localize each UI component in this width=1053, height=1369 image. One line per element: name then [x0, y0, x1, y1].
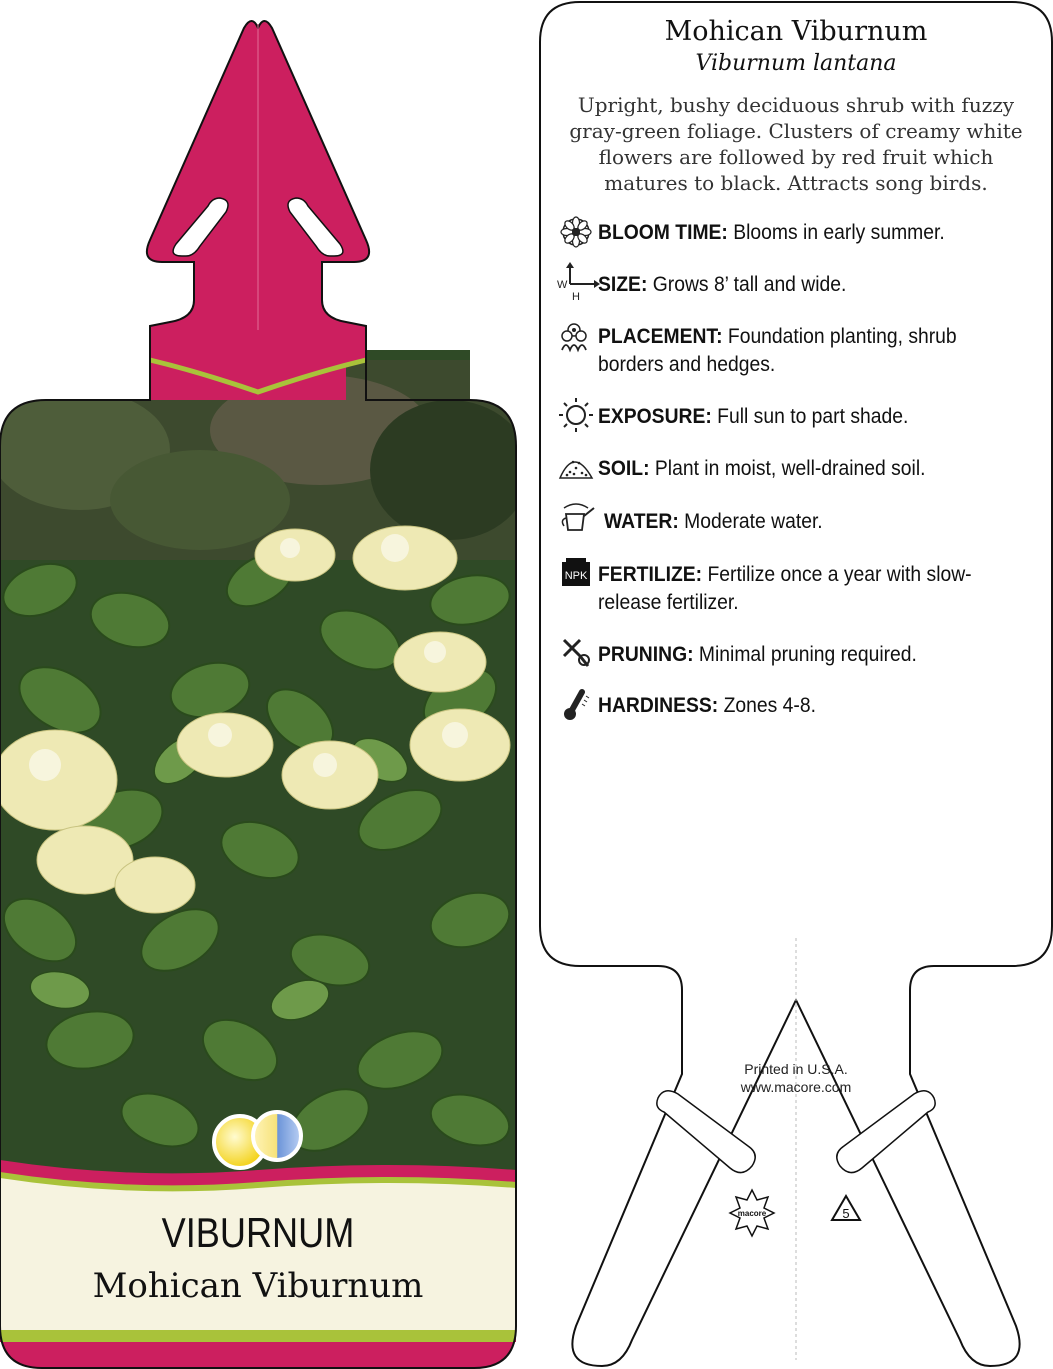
soil-label: SOIL: — [598, 457, 650, 480]
botanical-name: Viburnum lantana — [695, 51, 897, 76]
hardiness-value: Zones 4-8. — [723, 694, 816, 717]
front-common-name: Mohican Viburnum — [92, 1266, 424, 1306]
website-line: www.macore.com — [740, 1079, 852, 1095]
plant-description: Upright, bushy deciduous shrub with fuzzy gray-green foliage. Clusters of creamy white flowers are followed by red fruit which matures to black. Attracts song birds. — [569, 93, 1023, 195]
macore-logo-text: macore — [737, 1209, 767, 1218]
size-w-label: W — [557, 279, 568, 291]
soil-value: Plant in moist, well-drained soil. — [654, 457, 926, 480]
back-tag — [540, 2, 1052, 1366]
recycle-code: 5 — [842, 1206, 850, 1221]
pruning-label: PRUNING: — [598, 643, 694, 666]
placement-label: PLACEMENT: — [598, 325, 723, 348]
placement-value: Foundation planting, shrub borders and hedges. — [598, 325, 957, 376]
water-label: WATER: — [604, 510, 679, 533]
size-value: Grows 8’ tall and wide. — [652, 273, 847, 296]
exposure-value: Full sun to part shade. — [717, 405, 909, 428]
water-value: Moderate water. — [684, 510, 823, 533]
hardiness-label: HARDINESS: — [598, 694, 719, 717]
back-title: Mohican Viburnum — [664, 16, 928, 47]
npk-label: NPK — [564, 570, 588, 582]
bloom-time-value: Blooms in early summer. — [733, 221, 945, 244]
fertilize-label: FERTILIZE: — [598, 563, 703, 586]
size-label: SIZE: — [598, 273, 648, 296]
macore-logo-icon — [730, 1190, 774, 1236]
fertilizer-icon — [562, 558, 590, 586]
front-genus-title: VIBURNUM — [161, 1209, 355, 1256]
front-tag — [0, 21, 530, 1369]
printed-line: Printed in U.S.A. — [744, 1061, 848, 1077]
pruning-value: Minimal pruning required. — [698, 643, 917, 666]
flower-icon — [561, 217, 591, 247]
bloom-time-label: BLOOM TIME: — [598, 221, 728, 244]
size-h-label: H — [572, 291, 580, 303]
printed-in — [690, 1060, 902, 1096]
recycle-icon — [832, 1196, 860, 1221]
fertilize-value: Fertilize once a year with slow-release fertilizer. — [598, 563, 972, 614]
exposure-label: EXPOSURE: — [598, 405, 712, 428]
part-shade-icon — [253, 1112, 301, 1160]
